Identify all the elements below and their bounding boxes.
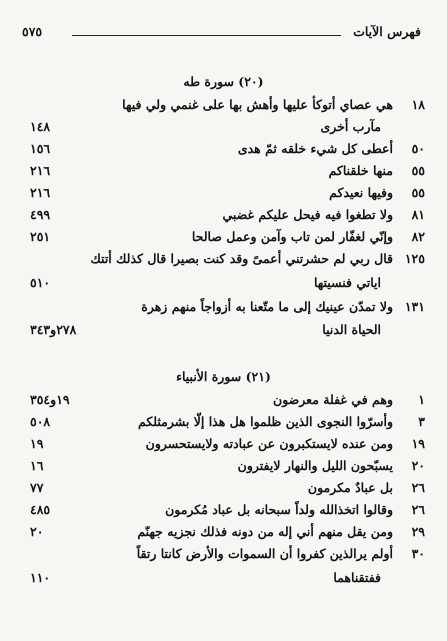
- verse-row: [0, 390, 447, 410]
- page-number: ٥٧٥: [22, 24, 43, 39]
- verse-row: [0, 522, 447, 542]
- verse-row: [0, 500, 447, 520]
- ayah-number: ٢٠: [411, 458, 425, 473]
- page-header: [22, 24, 421, 44]
- verse-text: ففتقناهما: [333, 570, 381, 585]
- verse-text: الحياة الدنيا: [322, 322, 381, 337]
- verse-text: وإنّي لغفّار لمن تاب وآمن وعمل صالحا: [191, 229, 393, 244]
- verse-text: هي عصاي أتوكأ عليها وأهش بها على غنمي ولي فيها: [122, 97, 393, 112]
- ayah-number: ٣: [418, 414, 425, 429]
- verse-row: [0, 544, 447, 564]
- verse-row: [0, 161, 447, 181]
- ayah-number: ١٩: [411, 436, 425, 451]
- verse-row: [0, 434, 447, 454]
- header-title: فهرس الآيات: [353, 24, 421, 39]
- header-rule: [72, 35, 341, 36]
- verse-row: [0, 412, 447, 432]
- ayah-number: ٨٢: [411, 229, 425, 244]
- ayah-number: ١: [418, 392, 425, 407]
- surah-title: (٢٠) سورة طه: [183, 74, 264, 89]
- verse-row: [0, 478, 447, 498]
- verse-text: بل عبادٌ مكرمون: [307, 480, 393, 495]
- ayah-number: ٥٥: [411, 163, 425, 178]
- page-ref: ٢٥١: [30, 229, 51, 244]
- verse-row: [0, 227, 447, 247]
- verse-row: [0, 117, 447, 137]
- page-ref: ١١٠: [30, 570, 51, 585]
- verse-text: وهم في غفلة معرضون: [273, 392, 393, 407]
- verse-row: [0, 456, 447, 476]
- verse-text: ومن عنده لايستكبرون عن عبادته ولايستحسرون: [145, 436, 393, 451]
- verse-text: مآرب أخرى: [320, 119, 381, 134]
- ayah-number: ٣٠: [411, 546, 425, 561]
- page-ref: ١٩: [30, 436, 44, 451]
- page-ref: ٥٠٨: [30, 414, 51, 429]
- page-ref: ١٦: [30, 458, 44, 473]
- verse-row: [0, 249, 447, 269]
- page-ref: ٢٠: [30, 524, 44, 539]
- verse-text: وقالوا اتخذالله ولداً سبحانه بل عباد مُكرمون: [165, 502, 393, 517]
- page-ref: ١٤٨: [30, 119, 51, 134]
- page-ref: ٥١٠: [30, 275, 51, 290]
- page-ref: ٢٧٨و٣٤٣: [30, 322, 77, 337]
- verse-text: وفيها نعيدكم: [329, 185, 393, 200]
- verse-text: ولا تطغوا فيه فيحل عليكم غضبي: [222, 207, 393, 222]
- verse-row: [0, 320, 447, 340]
- ayah-number: ١٢٥: [404, 251, 425, 266]
- verse-text: اياتي فنسيتها: [313, 275, 381, 290]
- verse-text: أولم يرالذين كفروا أن السموات والأرض كانتا رتقاً: [136, 546, 393, 561]
- ayah-number: ١٣١: [404, 299, 425, 314]
- verse-row: [0, 95, 447, 115]
- verse-row: [0, 568, 447, 588]
- ayah-number: ٥٠: [411, 141, 425, 156]
- verse-text: ولا تمدّن عينيك إلى ما متّعنا به أزواجاً منهم زهرة: [141, 299, 393, 314]
- verse-row: [0, 139, 447, 159]
- verse-text: وأسرّوا النجوى الذين ظلموا هل هذا إلّا بشرمثلكم: [138, 414, 393, 429]
- verse-row: [0, 273, 447, 293]
- page-ref: ٢١٦: [30, 185, 51, 200]
- ayah-number: ٥٥: [411, 185, 425, 200]
- verse-text: ومن يقل منهم أني إله من دونه فذلك نجزيه جهنّم: [137, 524, 393, 539]
- ayah-number: ٨١: [411, 207, 425, 222]
- ayah-number: ٢٦: [411, 502, 425, 517]
- verse-text: منها خلقناكم: [328, 163, 393, 178]
- verse-text: قال ربي لم حشرتني أعمىً وقد كنت بصيرا قال كذلك أتتك: [90, 251, 393, 266]
- page-ref: ٤٩٩: [30, 207, 51, 222]
- page-ref: ٧٧: [30, 480, 44, 495]
- ayah-number: ٢٦: [411, 480, 425, 495]
- page-ref: ٢١٦: [30, 163, 51, 178]
- surah-title: (٢١) سورة الأنبياء: [176, 369, 271, 384]
- verse-row: [0, 183, 447, 203]
- verse-row: [0, 205, 447, 225]
- page-ref: ٤٨٥: [30, 502, 51, 517]
- verse-text: يسبّحون الليل والنهار لايفترون: [237, 458, 393, 473]
- ayah-number: ٢٩: [411, 524, 425, 539]
- page-ref: ١٥٦: [30, 141, 51, 156]
- ayah-number: ١٨: [411, 97, 425, 112]
- verse-row: [0, 297, 447, 317]
- page-ref: ١٩و٣٥٤: [30, 392, 70, 407]
- verse-text: أعطى كل شيء خلقه ثمّ هدى: [237, 141, 393, 156]
